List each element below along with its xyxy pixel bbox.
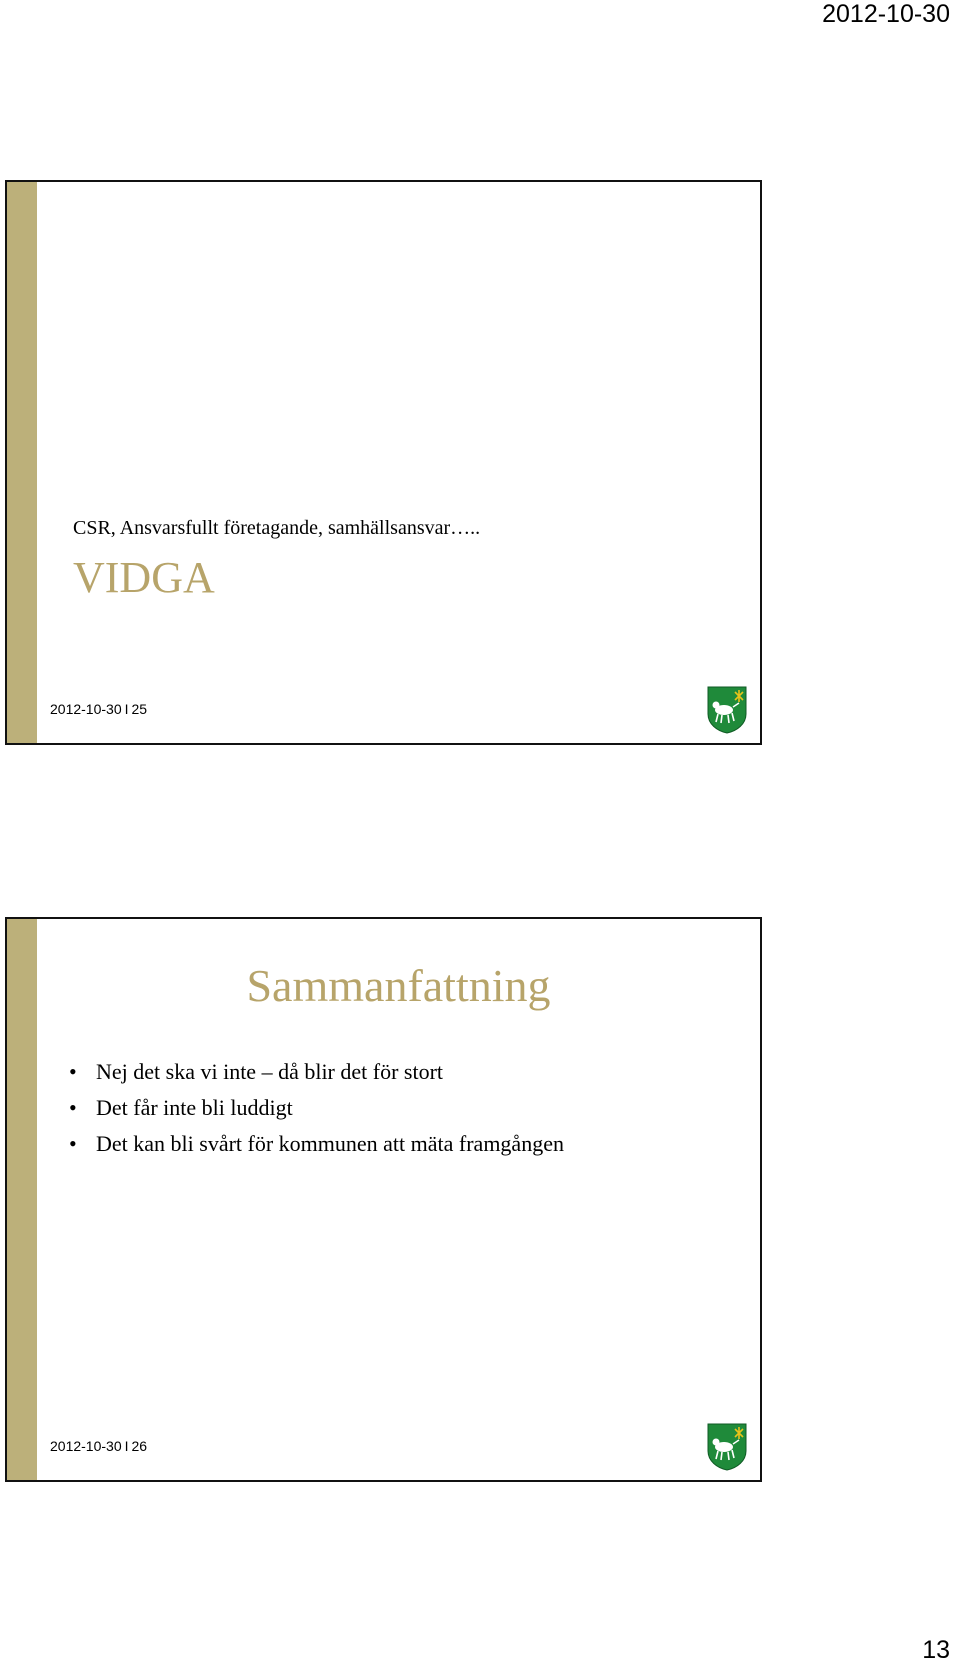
slide-footer-date: 2012-10-30 <box>50 701 122 717</box>
slide-footer <box>50 701 147 717</box>
slide-footer-date: 2012-10-30 <box>50 1438 122 1454</box>
slide-accent-band <box>7 919 37 1480</box>
municipal-crest-icon <box>707 686 747 734</box>
slide-footer-number: 25 <box>131 701 148 717</box>
list-item <box>69 1090 564 1126</box>
slide-footer-number: 26 <box>131 1438 148 1454</box>
page-number: 13 <box>922 1636 950 1664</box>
slide-subtitle: CSR, Ansvarsfullt företagande, samhällsansvar….. <box>73 517 481 539</box>
slide-title: VIDGA <box>73 553 215 602</box>
slide-footer-separator: I <box>124 1438 129 1454</box>
bullet-list <box>69 1054 564 1162</box>
page-date: 2012-10-30 <box>822 0 950 28</box>
list-item-text: Nej det ska vi inte – då blir det för stort <box>96 1059 444 1084</box>
list-item-text: Det kan bli svårt för kommunen att mäta framgången <box>96 1131 564 1156</box>
list-item <box>69 1126 564 1162</box>
slide-footer <box>50 1438 147 1454</box>
bullet-icon: • <box>69 1095 77 1120</box>
list-item <box>69 1054 564 1090</box>
slide-footer-separator: I <box>124 701 129 717</box>
slide-heading: Sammanfattning <box>246 960 551 1011</box>
list-item-text: Det får inte bli luddigt <box>96 1095 293 1120</box>
slide-25 <box>5 180 762 745</box>
bullet-icon: • <box>69 1059 77 1084</box>
slide-accent-band <box>7 182 37 743</box>
municipal-crest-icon <box>707 1423 747 1471</box>
slide-26 <box>5 917 762 1482</box>
bullet-icon: • <box>69 1131 77 1156</box>
